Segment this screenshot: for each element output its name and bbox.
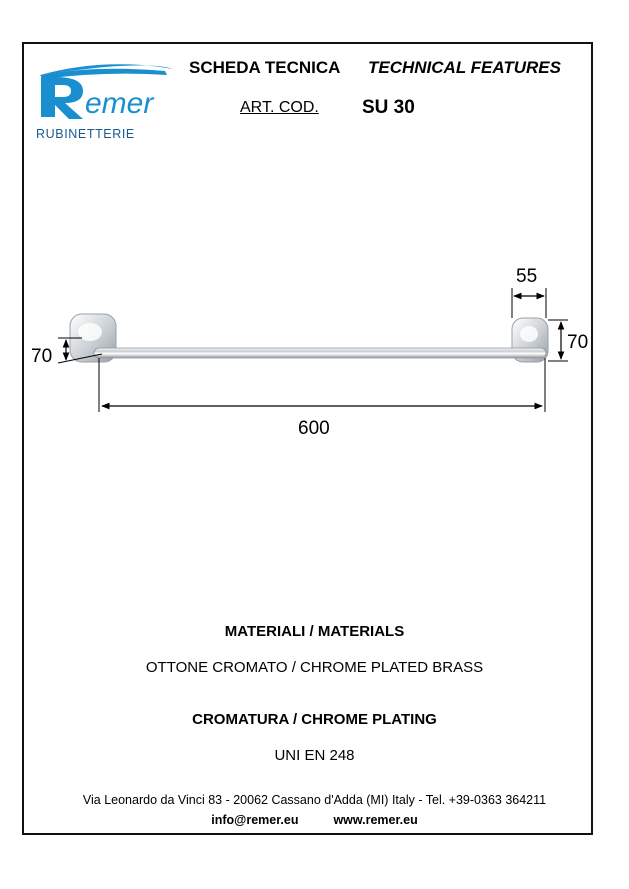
dim-depth: 55 xyxy=(516,266,538,287)
materials-title: MATERIALI / MATERIALS xyxy=(224,623,405,640)
title-italian: SCHEDA TECNICA xyxy=(189,58,341,77)
contact-line xyxy=(0,813,629,827)
website-link[interactable]: www.remer.eu xyxy=(333,813,418,827)
plating-value: UNI EN 248 xyxy=(274,747,355,764)
title-english: TECHNICAL FEATURES xyxy=(368,58,561,77)
svg-text:emer: emer xyxy=(85,87,154,120)
plating-title: CROMATURA / CHROME PLATING xyxy=(192,711,437,728)
materials-value: OTTONE CROMATO / CHROME PLATED BRASS xyxy=(145,659,484,676)
article-code-value: SU 30 xyxy=(362,97,415,118)
dim-height-right: 70 xyxy=(567,332,589,353)
email-link[interactable]: info@remer.eu xyxy=(211,813,299,827)
article-code-label: ART. COD. xyxy=(240,99,319,116)
brand-subtitle: RUBINETTERIE xyxy=(36,127,135,141)
dim-height-left: 70 xyxy=(31,346,53,367)
company-address: Via Leonardo da Vinci 83 - 20062 Cassano d'Adda (MI) Italy - Tel. +39-0363 364211 xyxy=(82,793,547,807)
dim-width: 600 xyxy=(298,418,330,439)
